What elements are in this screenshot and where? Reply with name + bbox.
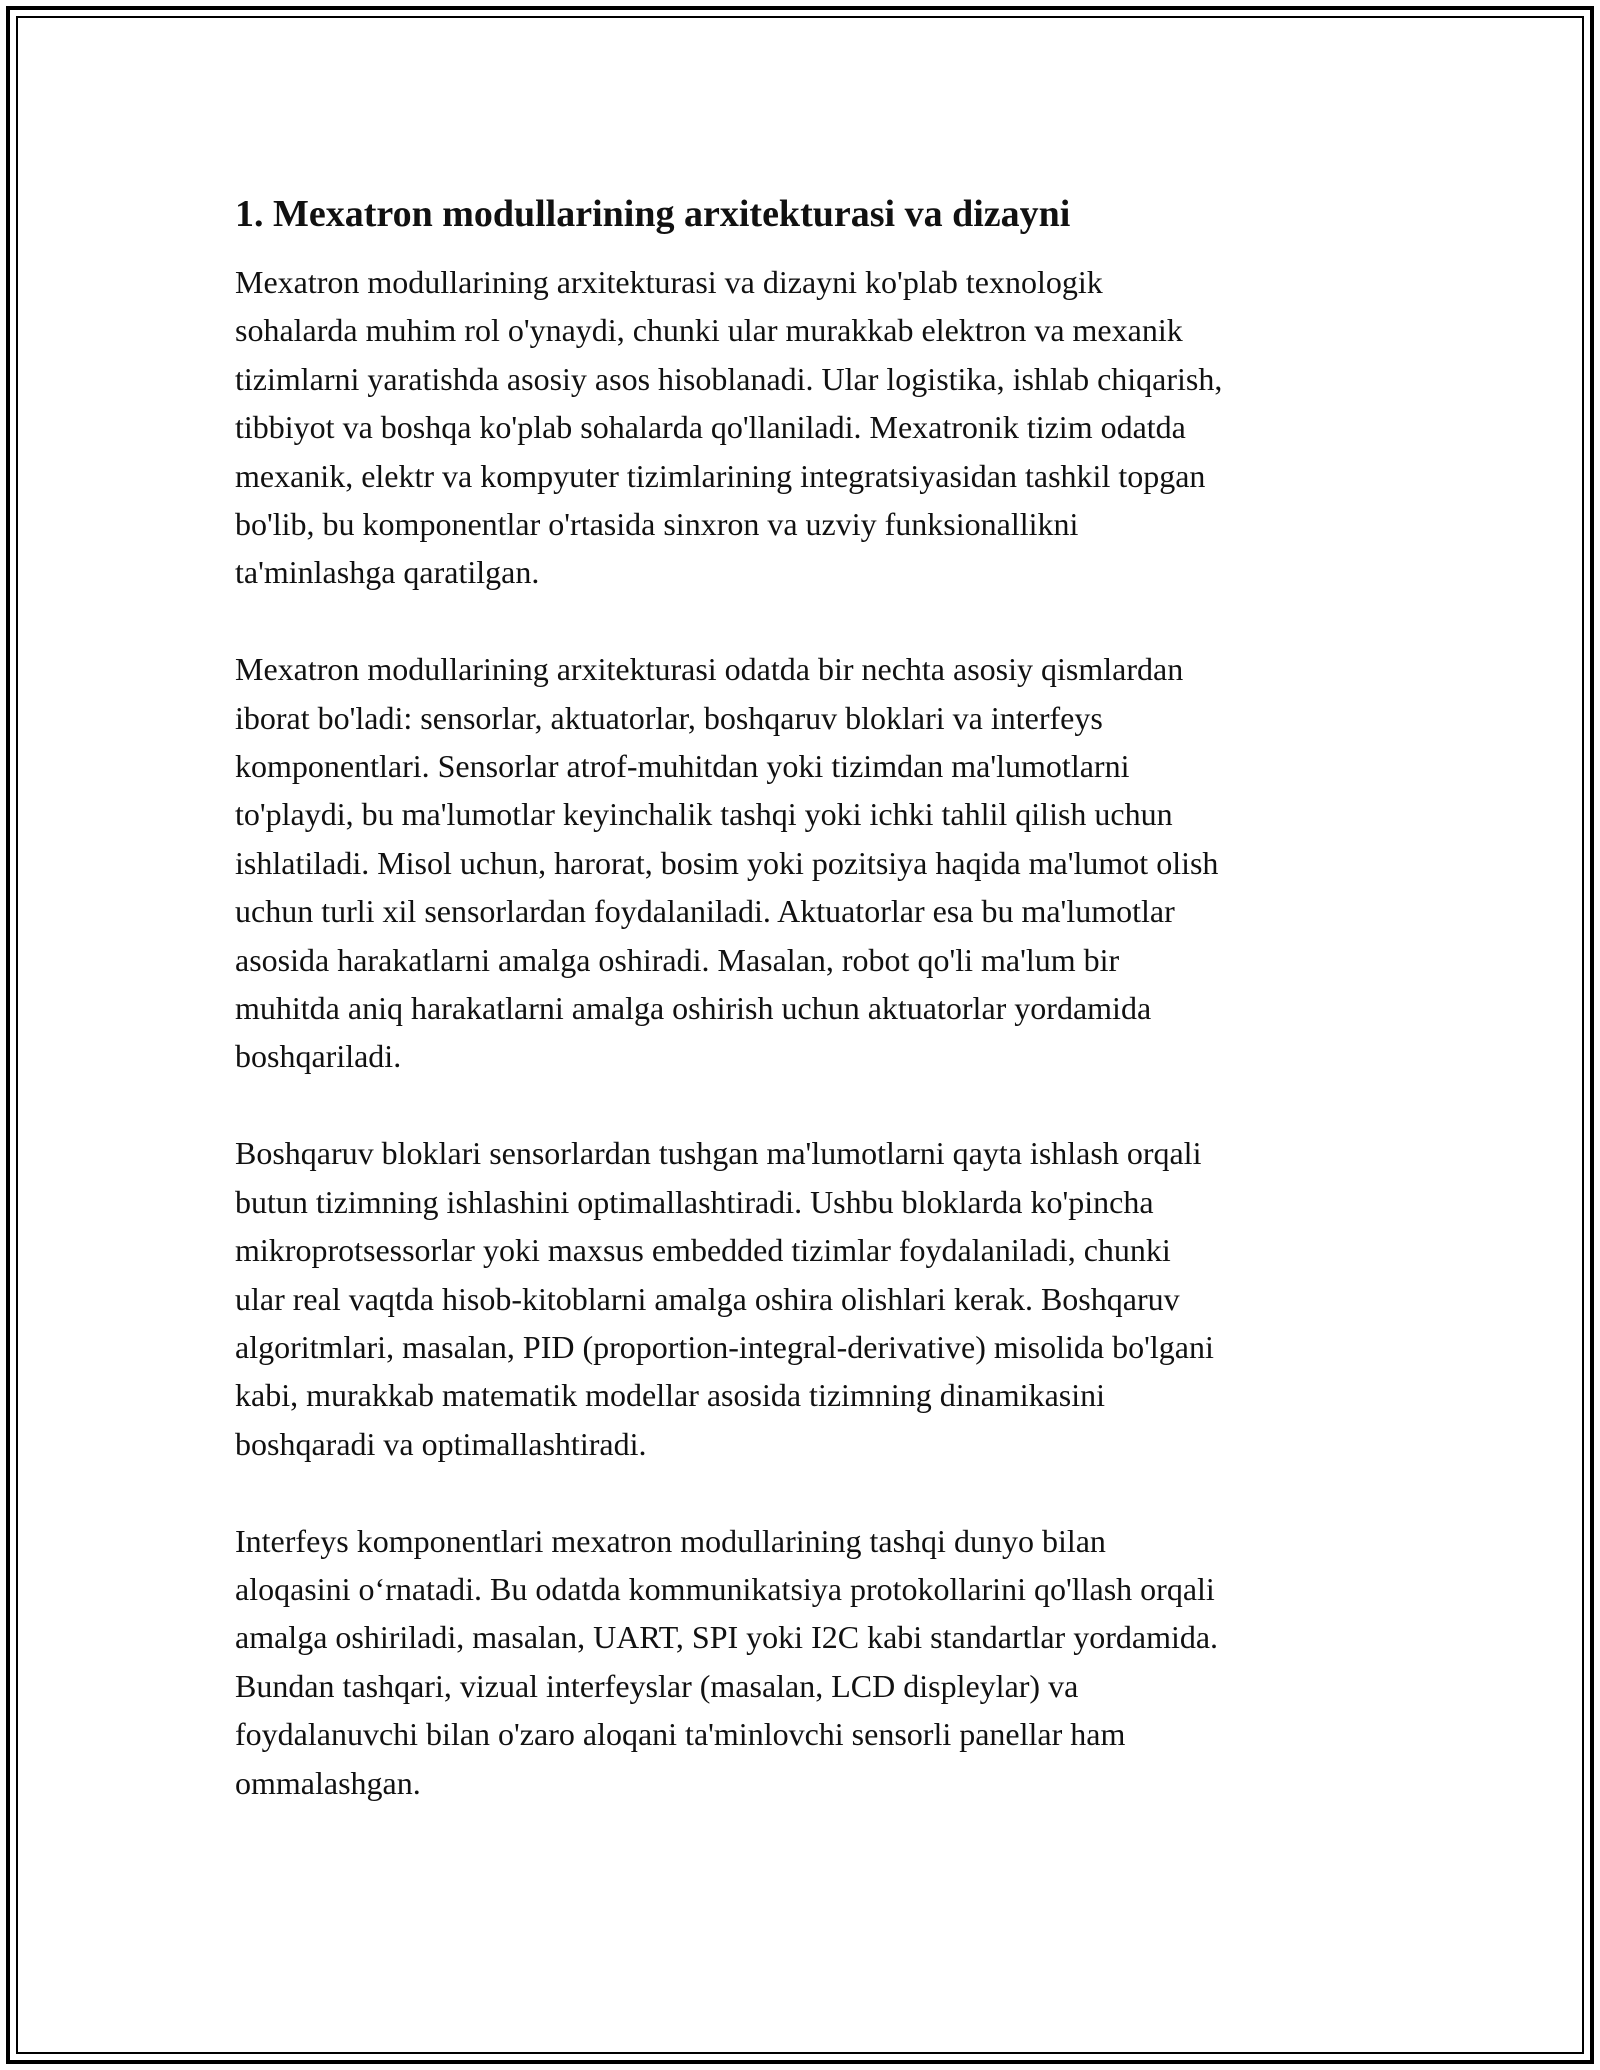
- document-body: [235, 190, 1375, 1855]
- section-heading: 1. Mexatron modullarining arxitekturasi va dizayni: [235, 193, 1071, 235]
- paragraph-1: Mexatron modullarining arxitekturasi va dizayni ko'plab texnologik sohalarda muhim rol o'ynaydi, chunki ular murakkab elektron va mexanik tizimlarni yaratishda asosiy asos hisoblanadi. Ular logistika, ishlab chiqarish, tibbiyot va boshqa ko'plab sohalarda qo'llaniladi. Mexatronik tizim odatda mexanik, elektr va kompyuter tizimlarining integratsiyasidan tashkil topgan bo'lib, bu komponentlar o'rtasida sinxron va uzviy funksionallikni ta'minlashga qaratilgan.: [235, 264, 1223, 591]
- paragraph-2: Mexatron modullarining arxitekturasi odatda bir nechta asosiy qismlardan iborat bo'ladi: sensorlar, aktuatorlar, boshqaruv bloklari va interfeys komponentlari. Sensorlar atrof-muhitdan yoki tizimdan ma'lumotlarni to'playdi, bu ma'lumotlar keyinchalik tashqi yoki ichki tahlil qilish uchun ishlatiladi. Misol uchun, harorat, bosim yoki pozitsiya haqida ma'lumot olish uchun turli xil sensorlardan foydalaniladi. Aktuatorlar esa bu ma'lumotlar asosida harakatlarni amalga oshiradi. Masalan, robot qo'li ma'lum bir muhitda aniq harakatlarni amalga oshirish uchun aktuatorlar yordamida boshqariladi.: [235, 651, 1219, 1075]
- paragraph-3: Boshqaruv bloklari sensorlardan tushgan ma'lumotlarni qayta ishlash orqali butun tizimning ishlashini optimallashtiradi. Ushbu bloklarda ko'pincha mikroprotsessorlar yoki maxsus embedded tizimlar foydalaniladi, chunki ular real vaqtda hisob-kitoblarni amalga oshira olishlari kerak. Boshqaruv algoritmlari, masalan, PID (proportion-integral-derivative) misolida bo'lgani kabi, murakkab matematik modellar asosida tizimning dinamikasini boshqaradi va optimallashtiradi.: [235, 1135, 1214, 1462]
- paragraph-4: Interfeys komponentlari mexatron modullarining tashqi dunyo bilan aloqasini o‘rnatadi. Bu odatda kommunikatsiya protokollarini qo'llash orqali amalga oshiriladi, masalan, UART, SPI yoki I2C kabi standartlar yordamida. Bundan tashqari, vizual interfeyslar (masalan, LCD displeylar) va foydalanuvchi bilan o'zaro aloqani ta'minlovchi sensorli panellar ham ommalashgan.: [235, 1522, 1219, 1801]
